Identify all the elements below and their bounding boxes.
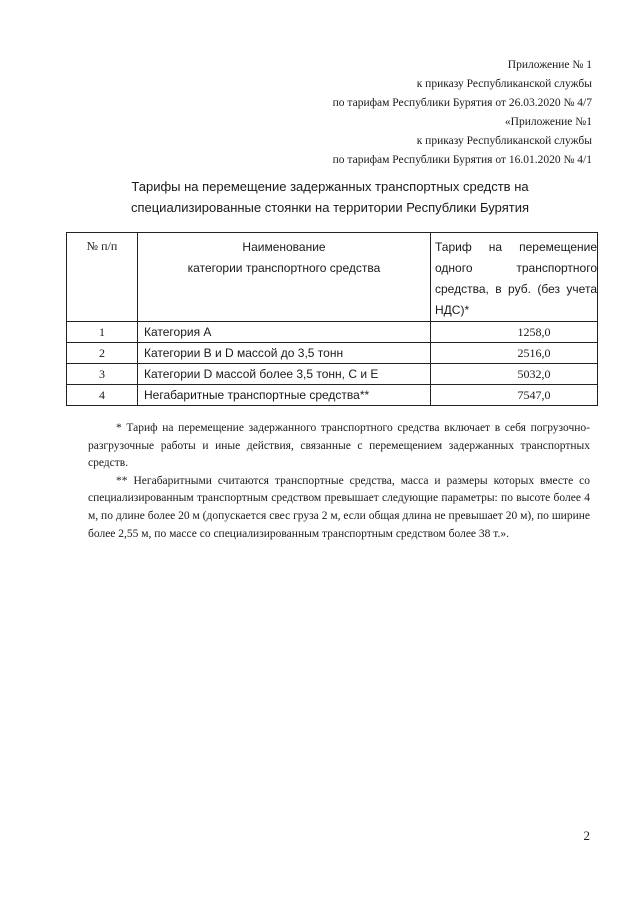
- header-name-line1: Наименование: [242, 240, 326, 254]
- row-tariff: 7547,0: [431, 385, 598, 406]
- header-line: по тарифам Республики Бурятия от 16.01.2020 № 4/1: [332, 154, 592, 166]
- row-tariff: 2516,0: [431, 343, 598, 364]
- table-row: [67, 343, 598, 364]
- header-line: к приказу Республиканской службы: [416, 78, 592, 90]
- tariff-table: [66, 232, 598, 406]
- row-num: 2: [67, 343, 138, 364]
- table-header-row: [67, 233, 598, 322]
- row-num: 1: [67, 322, 138, 343]
- table-row: [67, 385, 598, 406]
- header-num: № п/п: [67, 233, 138, 322]
- table-row: [67, 322, 598, 343]
- row-tariff: 1258,0: [431, 322, 598, 343]
- header-name: [138, 233, 431, 322]
- footnotes: [88, 420, 590, 543]
- row-num: 3: [67, 364, 138, 385]
- footnote-1: * Тариф на перемещение задержанного транспортного средства включает в себя погрузочно-разгрузочные работы и иные действия, связанные с перемещением задержанных транспортных средств.: [88, 422, 590, 470]
- table-row: [67, 364, 598, 385]
- row-category: Категории D массой более 3,5 тонн, С и Е: [138, 364, 431, 385]
- footnote-2: ** Негабаритными считаются транспортные средства, масса и размеры которых вместе со специализированным транспортным средством превышает следующие параметры: по высоте более 4 м, по длине более 20 м (допускается свес груза 2 м, если общая длина не превышает 20 м), по ширине более 2,55 м, по массе со специализированным транспортным средством более 38 т.».: [88, 474, 590, 540]
- row-category: Негабаритные транспортные средства**: [138, 385, 431, 406]
- row-category: Категория А: [138, 322, 431, 343]
- header-line: Приложение № 1: [507, 59, 592, 71]
- appendix-header: [333, 56, 592, 170]
- row-num: 4: [67, 385, 138, 406]
- header-line: «Приложение №1: [504, 116, 592, 128]
- row-category: Категории В и D массой до 3,5 тонн: [138, 343, 431, 364]
- title-line-1: Тарифы на перемещение задержанных транспортных средств на: [131, 179, 529, 194]
- row-tariff: 5032,0: [431, 364, 598, 385]
- title-line-2: специализированные стоянки на территории Республики Бурятия: [130, 200, 530, 215]
- header-name-line2: категории транспортного средства: [187, 261, 381, 275]
- page-number: 2: [583, 828, 590, 843]
- header-tariff: Тариф на перемещение одного транспортного средства, в руб. (без учета НДС)*: [431, 233, 598, 322]
- header-line: к приказу Республиканской службы: [416, 135, 592, 147]
- document-title: [60, 176, 600, 218]
- header-line: по тарифам Республики Бурятия от 26.03.2020 № 4/7: [332, 97, 592, 109]
